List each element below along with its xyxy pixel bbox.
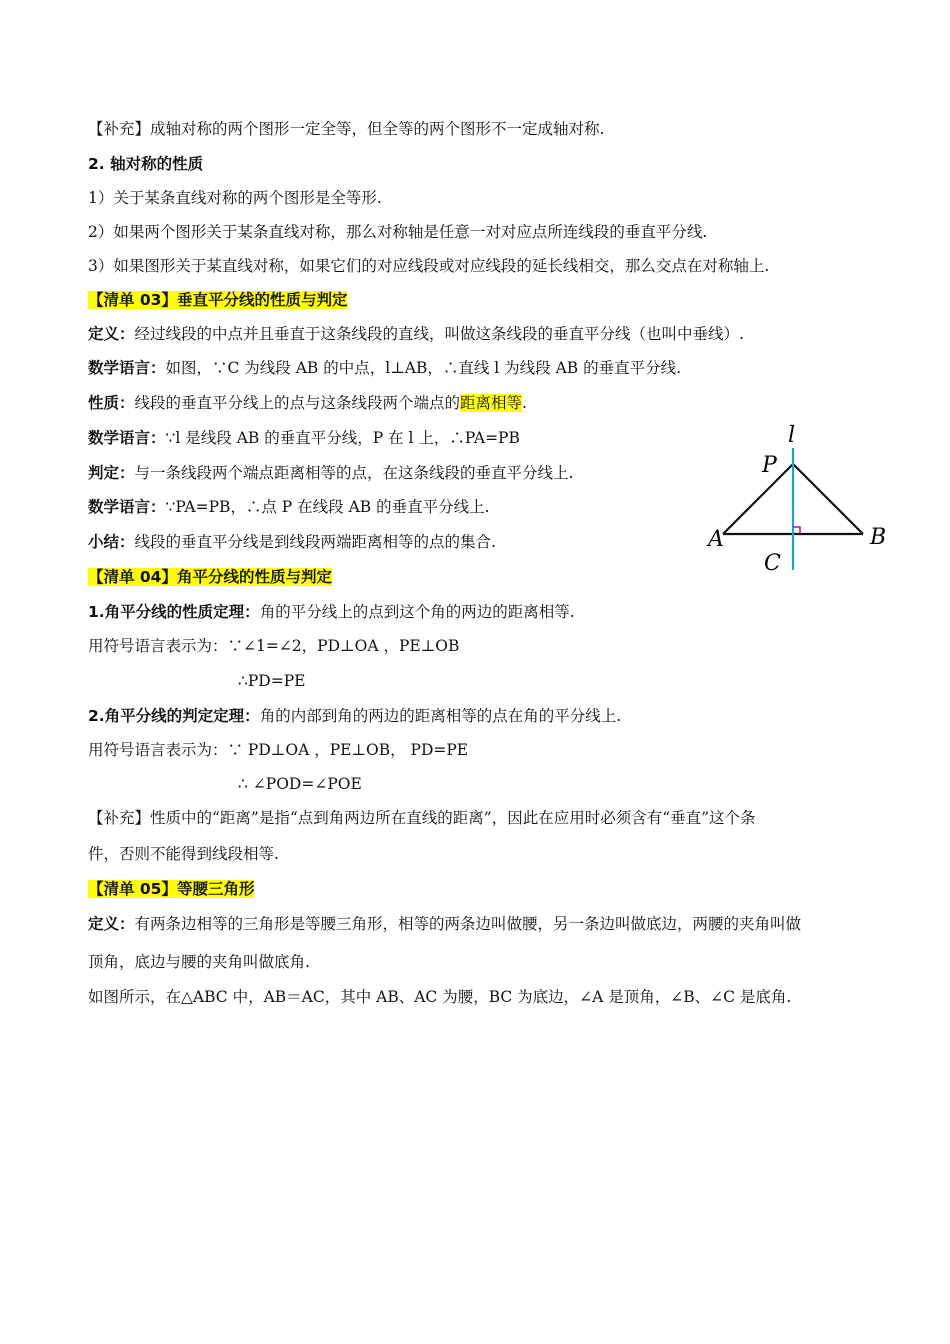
definition-2-line-2: 顶角，底边与腰的夹角叫做底角. bbox=[88, 953, 310, 971]
heading-list-04-text: 【清单 04】角平分线的性质与判定 bbox=[88, 568, 332, 586]
math-language-label: 数学语言： bbox=[88, 498, 166, 516]
definition-label: 定义： bbox=[88, 325, 135, 343]
judgement-label: 判定： bbox=[88, 464, 135, 482]
label-a: A bbox=[708, 527, 724, 552]
label-p: P bbox=[762, 453, 777, 478]
theorem-2-label: 2.角平分线的判定定理： bbox=[88, 707, 260, 725]
math-language-label: 数学语言： bbox=[88, 359, 166, 377]
property-line bbox=[88, 392, 527, 414]
judgement-line bbox=[88, 462, 573, 484]
math-language-3 bbox=[88, 496, 490, 518]
heading-list-04 bbox=[88, 566, 332, 588]
heading-list-03-text: 【清单 03】垂直平分线的性质与判定 bbox=[88, 291, 348, 309]
property-end: . bbox=[522, 394, 527, 412]
supplement-2-line-1: 【补充】性质中的“距离”是指“点到角两边所在直线的距离”，因此在应用时必须含有“垂直”这个条 bbox=[88, 809, 756, 827]
judgement-text: 与一条线段两个端点距离相等的点，在这条线段的垂直平分线上. bbox=[134, 464, 574, 482]
theorem-1-line bbox=[88, 601, 575, 623]
perpendicular-bisector-figure bbox=[700, 418, 900, 578]
math-language-text: ∵l 是线段 AB 的垂直平分线，P 在 l 上，∴PA=PB bbox=[165, 429, 520, 447]
segment-pa bbox=[723, 464, 793, 534]
math-language-2 bbox=[88, 427, 520, 449]
definition-2-label: 定义： bbox=[88, 915, 135, 933]
property-text: 线段的垂直平分线上的点与这条线段两个端点的 bbox=[134, 394, 461, 412]
math-language-1 bbox=[88, 357, 681, 379]
math-language-text: ∵PA=PB，∴点 P 在线段 AB 的垂直平分线上. bbox=[165, 498, 490, 516]
symbolic-1: 用符号语言表示为：∵∠1=∠2，PD⊥OA ，PE⊥OB bbox=[88, 637, 460, 655]
section-title-axis-symmetry-properties: 2. 轴对称的性质 bbox=[88, 155, 204, 173]
symbolic-2: 用符号语言表示为：∵ PD⊥OA ，PE⊥OB， PD=PE bbox=[88, 741, 469, 759]
theorem-1-label: 1.角平分线的性质定理： bbox=[88, 603, 260, 621]
heading-list-05-text: 【清单 05】等腰三角形 bbox=[88, 880, 255, 898]
property-3: 3）如果图形关于某直线对称，如果它们的对应线段或对应线段的延长线相交，那么交点在对称轴上. bbox=[88, 257, 770, 275]
theorem-2-line bbox=[88, 705, 621, 727]
definition-2-text: 有两条边相等的三角形是等腰三角形，相等的两条边叫做腰，另一条边叫做底边，两腰的夹角叫做 bbox=[134, 915, 802, 933]
math-language-label: 数学语言： bbox=[88, 429, 166, 447]
label-b: B bbox=[870, 525, 887, 550]
heading-list-05 bbox=[88, 878, 254, 900]
math-language-text: 如图，∵C 为线段 AB 的中点，l⊥AB，∴直线 l 为线段 AB 的垂直平分线. bbox=[165, 359, 682, 377]
heading-list-03 bbox=[88, 289, 347, 311]
theorem-2-text: 角的内部到角的两边的距离相等的点在角的平分线上. bbox=[259, 707, 622, 725]
definition-line bbox=[88, 323, 744, 345]
property-2: 2）如果两个图形关于某条直线对称，那么对称轴是任意一对对应点所连线段的垂直平分线. bbox=[88, 223, 708, 241]
definition-2-line bbox=[88, 913, 801, 935]
label-c: C bbox=[764, 551, 781, 576]
summary-label: 小结： bbox=[88, 533, 135, 551]
property-highlight: 距离相等 bbox=[460, 394, 523, 412]
symbolic-2-conclusion: ∴ ∠POD=∠POE bbox=[238, 775, 362, 793]
figure-description: 如图所示，在△ABC 中，AB＝AC，其中 AB、AC 为腰，BC 为底边，∠A 是顶角，∠B、∠C 是底角. bbox=[88, 988, 792, 1006]
summary-text: 线段的垂直平分线是到线段两端距离相等的点的集合. bbox=[134, 533, 496, 551]
line-supplement-1: 【补充】成轴对称的两个图形一定全等，但全等的两个图形不一定成轴对称. bbox=[88, 120, 605, 138]
symbolic-1-conclusion: ∴PD=PE bbox=[238, 672, 306, 690]
property-1: 1）关于某条直线对称的两个图形是全等形. bbox=[88, 189, 382, 207]
supplement-2-line-2: 件，否则不能得到线段相等. bbox=[88, 845, 279, 863]
definition-text: 经过线段的中点并且垂直于这条线段的直线，叫做这条线段的垂直平分线（也叫中垂线）. bbox=[134, 325, 744, 343]
theorem-1-text: 角的平分线上的点到这个角的两边的距离相等. bbox=[259, 603, 575, 621]
property-label: 性质： bbox=[88, 394, 135, 412]
label-l: l bbox=[788, 423, 796, 448]
segment-pb bbox=[793, 464, 863, 534]
summary-line bbox=[88, 531, 496, 553]
